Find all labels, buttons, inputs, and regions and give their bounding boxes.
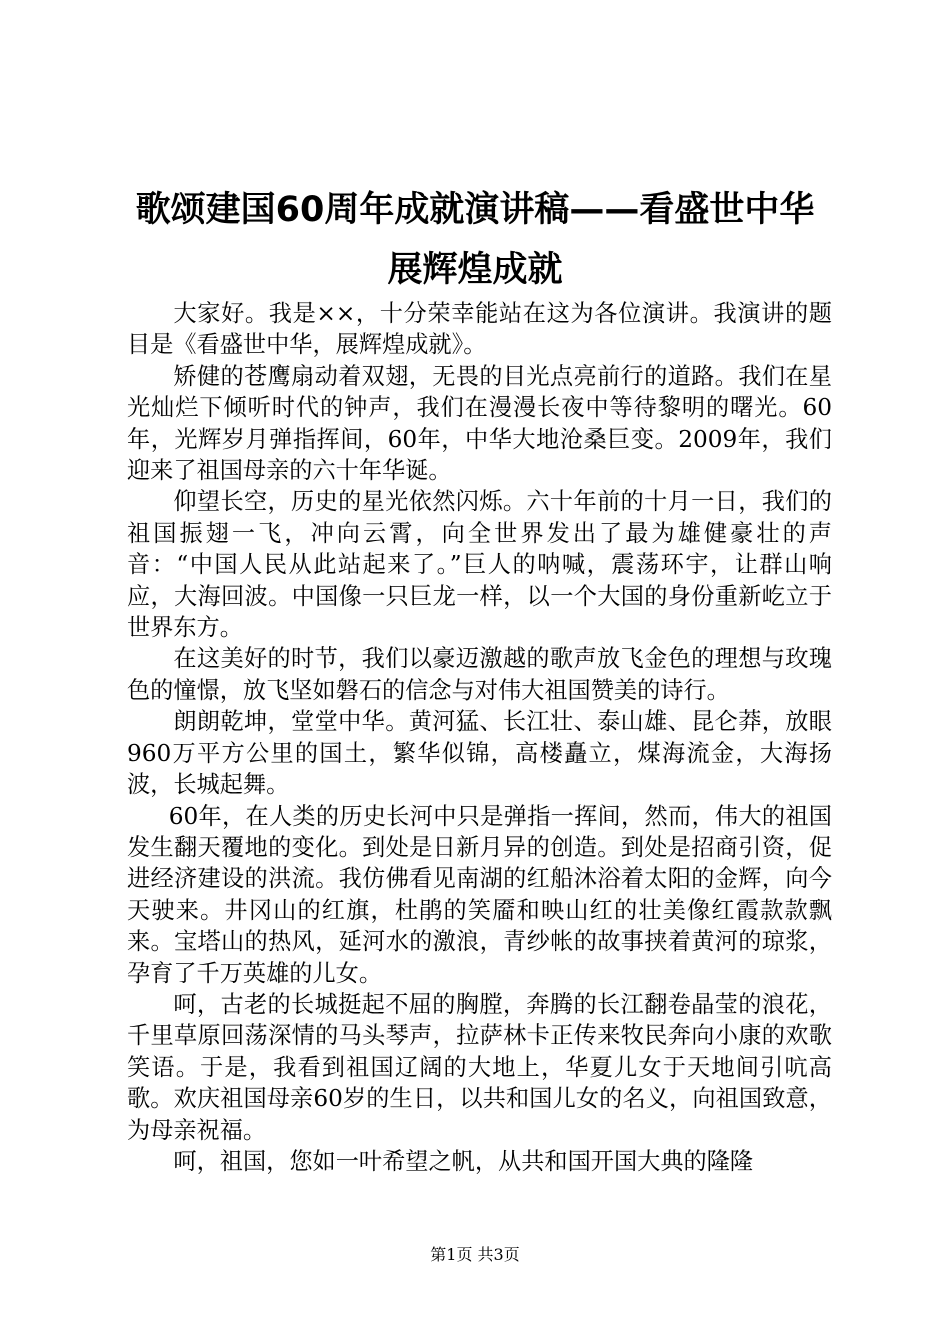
paragraph-5: 朗朗乾坤，堂堂中华。黄河猛、长江壮、泰山雄、昆仑莽，放眼960万平方公里的国土，繁华似锦，高楼矗立，煤海流金，大海扬波，长城起舞。	[127, 708, 832, 799]
document-title-line-2: 展辉煌成就	[387, 250, 563, 290]
page-footer: 第1页 共3页	[430, 1245, 520, 1264]
paragraph-6: 60年，在人类的历史长河中只是弹指一挥间，然而，伟大的祖国发生翻天覆地的变化。到处是日新月异的创造。到处是招商引资，促进经济建设的洪流。我仿佛看见南湖的红船沐浴着太阳的金辉，向今天驶来。井冈山的红旗，杜鹃的笑靥和映山红的壮美像红霞款款飘来。宝塔山的热风，延河水的激浪，青纱帐的故事挟着黄河的琼浆，孕育了千万英雄的儿女。	[127, 802, 832, 987]
paragraph-3: 仰望长空，历史的星光依然闪烁。六十年前的十月一日，我们的祖国振翅一飞，冲向云霄，向全世界发出了最为雄健豪壮的声音：“中国人民从此站起来了。”巨人的呐喊，震荡环宇，让群山响应，大海回波。中国像一只巨龙一样，以一个大国的身份重新屹立于世界东方。	[127, 488, 832, 642]
paragraph-8: 呵，祖国，您如一叶希望之帆，从共和国开国大典的隆隆	[173, 1147, 754, 1175]
paragraph-7: 呵，古老的长城挺起不屈的胸膛，奔腾的长江翻卷晶莹的浪花，千里草原回荡深情的马头琴声，拉萨林卡正传来牧民奔向小康的欢歌笑语。于是，我看到祖国辽阔的大地上，华夏儿女于天地间引吭高歌。欢庆祖国母亲60岁的生日，以共和国儿女的名义，向祖国致意，为母亲祝福。	[127, 990, 832, 1144]
paragraph-2: 矫健的苍鹰扇动着双翅，无畏的目光点亮前行的道路。我们在星光灿烂下倾听时代的钟声，我们在漫漫长夜中等待黎明的曙光。60年，光辉岁月弹指挥间，60年，中华大地沧桑巨变。2009年，我们迎来了祖国母亲的六十年华诞。	[127, 362, 832, 485]
document-title-line-1: 歌颂建国60周年成就演讲稿——看盛世中华	[135, 190, 815, 230]
paragraph-1: 大家好。我是××，十分荣幸能站在这为各位演讲。我演讲的题目是《看盛世中华，展辉煌成就》。	[127, 300, 832, 359]
paragraph-4: 在这美好的时节，我们以豪迈激越的歌声放飞金色的理想与玫瑰色的憧憬，放飞坚如磐石的信念与对伟大祖国赞美的诗行。	[127, 645, 832, 704]
document-body	[127, 298, 832, 1177]
